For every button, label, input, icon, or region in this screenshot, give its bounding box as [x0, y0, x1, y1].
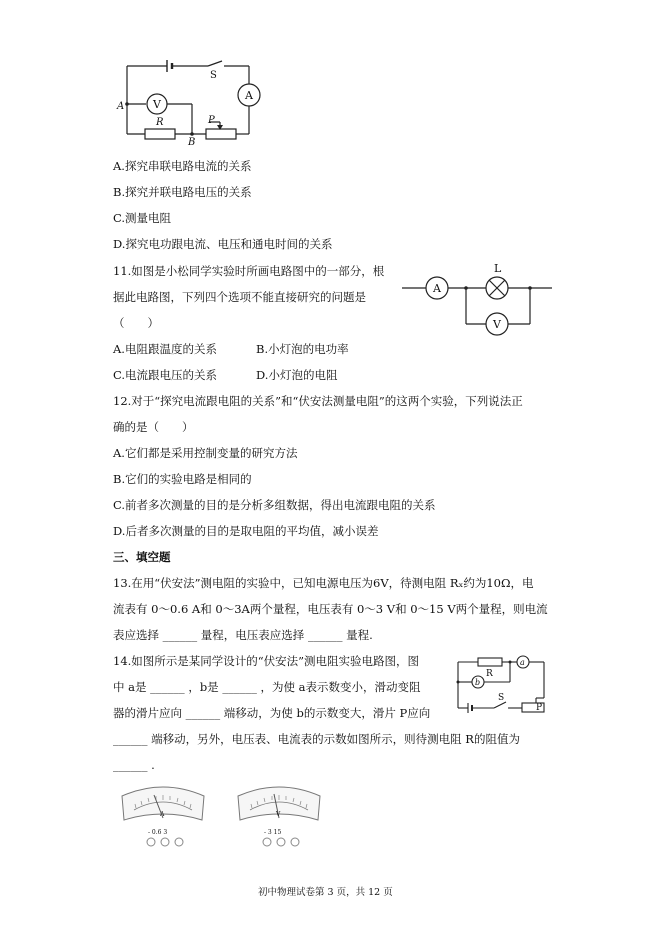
page-footer: 初中物理试卷第 3 页，共 12 页: [258, 887, 393, 898]
fig1-label-s: S: [210, 70, 217, 81]
voltmeter-dial: [238, 787, 320, 846]
q14-stem-line1: 14.如图所示是某同学设计的“伏安法”测电阻实验电路图，图: [113, 654, 420, 668]
fig1-point-b: B: [188, 137, 196, 148]
fig-q14-resistor-label: R: [486, 669, 493, 679]
q10-option-c: C.测量电阻: [113, 211, 172, 225]
fig1-point-a: A: [117, 101, 125, 112]
q11-stem-line3: （ ）: [113, 316, 159, 330]
q13-stem-line3: 表应选择 ______ 量程，电压表应选择 ______ 量程.: [113, 628, 373, 642]
q11-stem-line1: 11.如图是小松同学实验时所画电路图中的一部分，根: [113, 264, 385, 278]
fig-q14-meter-a-label: a: [520, 658, 525, 667]
fig-q14-switch-label: S: [498, 693, 505, 703]
circuit-figure-q11: [402, 262, 552, 342]
circuit-figure-q14: [452, 654, 550, 718]
q13-stem-line1: 13.在用“伏安法”测电阻的实验中，已知电源电压为6V，待测电阻 Rₓ约为10Ω，电: [113, 576, 534, 590]
q14-stem-line3: 器的滑片应向 ______ 端移动，为使 b的示数变大，滑片 P应向: [113, 706, 431, 720]
q11-option-d: D.小灯泡的电阻: [256, 368, 338, 382]
q12-option-b: B.它们的实验电路是相同的: [113, 472, 252, 486]
q10-option-b: B.探究并联电路电压的关系: [113, 185, 252, 199]
fig-q11-lamp-label: L: [494, 262, 502, 275]
meters-figure: [118, 780, 328, 855]
ammeter-dial: [122, 787, 204, 846]
q10-option-a: A.探究串联电路电流的关系: [113, 159, 252, 173]
q12-stem-line1: 12.对于“探究电流跟电阻的关系”和“伏安法测量电阻”的这两个实验，下列说法正: [113, 394, 523, 408]
voltmeter-unit: V: [276, 811, 281, 818]
q12-option-a: A.它们都是采用控制变量的研究方法: [113, 446, 298, 460]
q12-stem-line2: 确的是（ ）: [113, 420, 194, 434]
section-heading: 三、填空题: [113, 550, 171, 564]
q11-option-b: B.小灯泡的电功率: [256, 342, 349, 356]
voltmeter-terminals: - 3 15: [264, 829, 282, 836]
fig-q11-ammeter-label: A: [433, 282, 441, 295]
ammeter-unit: A: [160, 811, 165, 818]
q11-option-c: C.电流跟电压的关系: [113, 368, 218, 382]
fig1-label-p: P: [208, 115, 215, 126]
q14-stem-line2: 中 a是 ______ ，b是 ______ ，为使 a表示数变小，滑动变阻: [113, 680, 421, 694]
q12-option-d: D.后者多次测量的目的是取电阻的平均值，减小误差: [113, 524, 379, 538]
q12-option-c: C.前者多次测量的目的是分析多组数据，得出电流跟电阻的关系: [113, 498, 436, 512]
fig-q14-meter-b-label: b: [475, 678, 481, 687]
q10-option-d: D.探究电功跟电流、电压和通电时间的关系: [113, 237, 333, 251]
ammeter-terminals: - 0.6 3: [148, 829, 168, 836]
q11-option-a: A.电阻跟温度的关系: [113, 342, 217, 356]
q14-stem-line4: ______ 端移动，另外，电压表、电流表的示数如图所示，则待测电阻 R的阻值为: [113, 732, 520, 746]
q14-stem-line5: ______ .: [113, 758, 155, 772]
fig1-label-r: R: [156, 117, 164, 128]
q11-stem-line2: 据此电路图，下列四个选项不能直接研究的问题是: [113, 290, 366, 304]
fig1-label-v: V: [153, 98, 161, 111]
fig-q11-voltmeter-label: V: [493, 318, 501, 331]
fig1-label-a: A: [245, 89, 253, 102]
q13-stem-line2: 流表有 0～0.6 A和 0～3A两个量程，电压表有 0～3 V和 0～15 V两个量程，则电流: [113, 602, 548, 616]
circuit-figure-q10: [110, 52, 270, 147]
fig-q14-slider-label: P: [536, 703, 543, 713]
